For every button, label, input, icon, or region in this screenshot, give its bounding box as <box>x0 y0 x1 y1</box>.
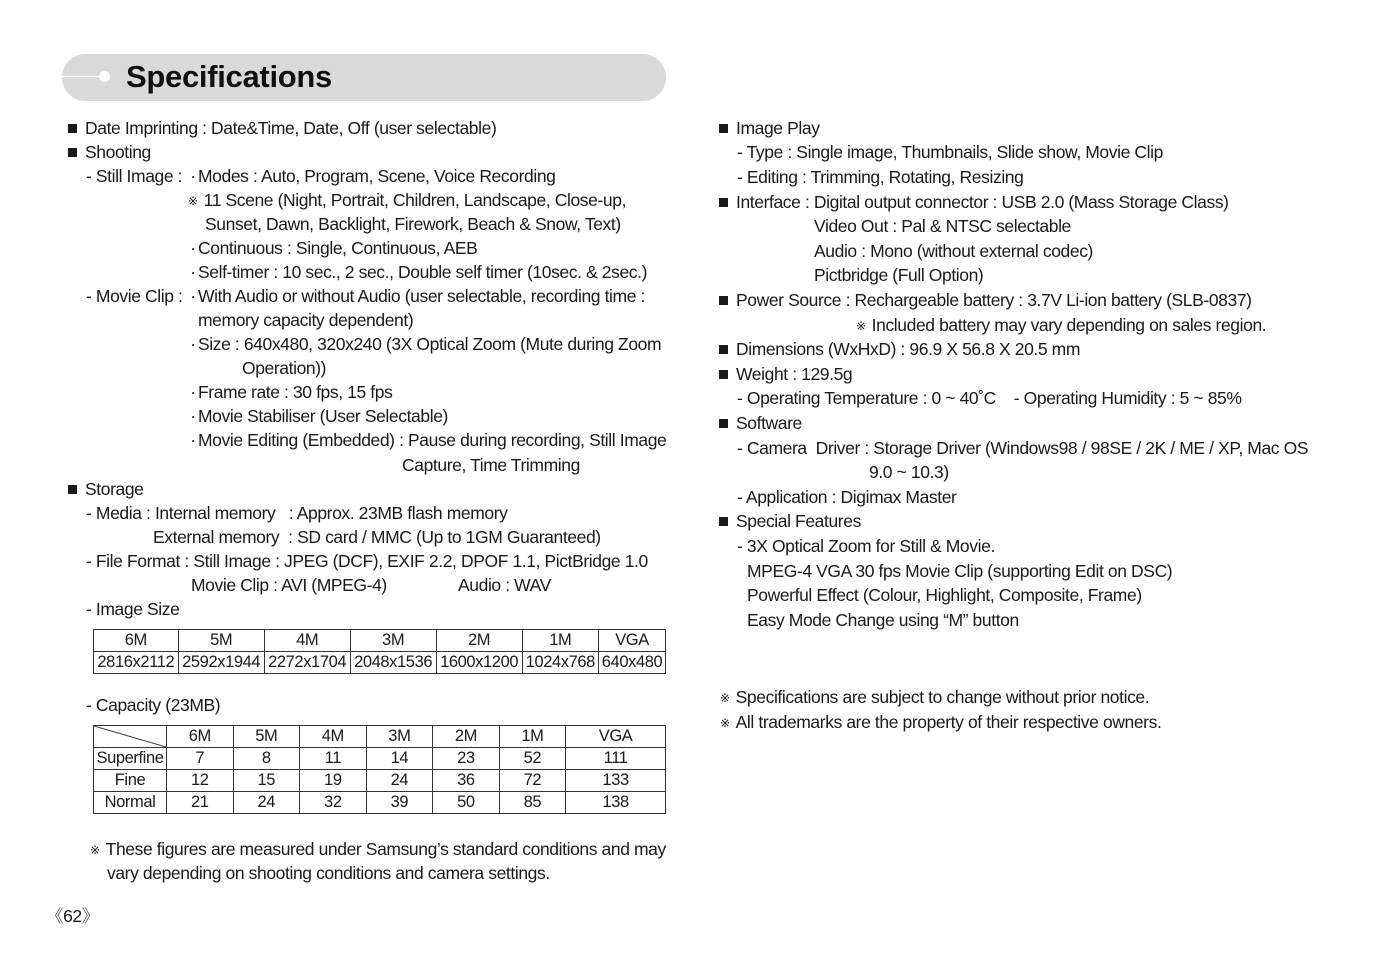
spec-dimensions: Dimensions (WxHxD) : 96.9 X 56.8 X 20.5 mm <box>719 337 1080 361</box>
spec-shooting-heading: Shooting <box>68 140 151 164</box>
table-corner-cell <box>94 726 167 748</box>
table-row <box>94 770 666 792</box>
reference-mark-icon: ※ <box>856 319 866 333</box>
movie-audio: · With Audio or without Audio (user selectable, recording time : <box>188 284 645 308</box>
table-cell: 50 <box>433 792 500 814</box>
table-cell: 7 <box>167 748 234 770</box>
movie-size: · Size : 640x480, 320x240 (3X Optical Zoom (Mute during Zoom <box>188 332 661 356</box>
storage-media-external: External memory : SD card / MMC (Up to 1GM Guaranteed) <box>153 527 601 547</box>
dot-bullet-icon: · <box>190 406 196 426</box>
dot-bullet-icon: · <box>190 286 196 306</box>
table-cell: 72 <box>499 770 566 792</box>
table-cell: 36 <box>433 770 500 792</box>
movie-frame-rate: · Frame rate : 30 fps, 15 fps <box>188 380 392 404</box>
spec-software: Software <box>719 411 802 435</box>
software-driver-cont: 9.0 ~ 10.3) <box>869 462 949 482</box>
table-cell: 2816x2112 <box>94 652 179 674</box>
measurement-note: ※ These figures are measured under Samsung’s standard conditions and may <box>90 837 666 862</box>
table-cell: 640x480 <box>599 652 666 674</box>
table-row <box>94 630 666 652</box>
table-header-cell: VGA <box>566 726 666 748</box>
table-cell: 24 <box>366 770 433 792</box>
table-cell: 2272x1704 <box>264 652 350 674</box>
table-row <box>94 748 666 770</box>
table-cell: 14 <box>366 748 433 770</box>
table-cell: 19 <box>300 770 367 792</box>
dot-bullet-icon: · <box>190 382 196 402</box>
image-play-editing: - Editing : Trimming, Rotating, Resizing <box>737 167 1024 187</box>
capacity-label: - Capacity (23MB) <box>86 695 221 715</box>
title-decor-line <box>62 76 102 77</box>
table-row-label: Superfine <box>94 748 167 770</box>
table-cell: 12 <box>167 770 234 792</box>
square-bullet-icon <box>719 345 728 354</box>
table-header-cell: 3M <box>366 726 433 748</box>
movie-audio-cont: memory capacity dependent) <box>198 310 414 330</box>
table-row <box>94 792 666 814</box>
table-cell: 52 <box>499 748 566 770</box>
feature-item: Powerful Effect (Colour, Highlight, Composite, Frame) <box>747 585 1142 605</box>
image-play-type: - Type : Single image, Thumbnails, Slide show, Movie Clip <box>737 142 1163 162</box>
table-header-cell: 3M <box>350 630 436 652</box>
table-header-cell: 6M <box>167 726 234 748</box>
table-row-label: Normal <box>94 792 167 814</box>
notice-trademarks: ※ All trademarks are the property of their respective owners. <box>720 710 1161 735</box>
table-row-label: Fine <box>94 770 167 792</box>
table-cell: 32 <box>300 792 367 814</box>
square-bullet-icon <box>68 485 77 494</box>
square-bullet-icon <box>719 296 728 305</box>
feature-item: MPEG-4 VGA 30 fps Movie Clip (supporting Edit on DSC) <box>747 561 1173 581</box>
reference-mark-icon: ※ <box>720 716 730 730</box>
spec-interface: Interface : Digital output connector : USB 2.0 (Mass Storage Class) <box>719 190 1229 214</box>
storage-audio-format: Audio : WAV <box>458 575 551 595</box>
still-self-timer: · Self-timer : 10 sec., 2 sec., Double self timer (10sec. & 2sec.) <box>188 260 647 284</box>
table-cell: 133 <box>566 770 666 792</box>
table-header-cell: 2M <box>433 726 500 748</box>
table-cell: 85 <box>499 792 566 814</box>
square-bullet-icon <box>68 148 77 157</box>
square-bullet-icon <box>719 124 728 133</box>
dot-bullet-icon: · <box>190 238 196 258</box>
movie-editing-cont: Capture, Time Trimming <box>402 455 580 475</box>
table-header-cell: 4M <box>300 726 367 748</box>
still-modes: · Modes : Auto, Program, Scene, Voice Recording <box>188 164 555 188</box>
spec-weight: Weight : 129.5g <box>719 362 852 386</box>
software-driver: - Camera Driver : Storage Driver (Windows98 / 98SE / 2K / ME / XP, Mac OS <box>737 438 1309 458</box>
power-note: ※ Included battery may vary depending on sales region. <box>856 313 1266 338</box>
title-decor-dot <box>99 71 110 82</box>
still-continuous: · Continuous : Single, Continuous, AEB <box>188 236 477 260</box>
spec-special-features: Special Features <box>719 509 861 533</box>
square-bullet-icon <box>719 198 728 207</box>
dot-bullet-icon: · <box>190 430 196 450</box>
dot-bullet-icon: · <box>190 262 196 282</box>
square-bullet-icon <box>719 419 728 428</box>
still-image-label: - Still Image : <box>86 166 183 186</box>
table-header-cell: 1M <box>499 726 566 748</box>
table-cell: 111 <box>566 748 666 770</box>
movie-stabiliser: · Movie Stabiliser (User Selectable) <box>188 404 448 428</box>
page-number: 《62》 <box>46 906 99 926</box>
measurement-note-cont: vary depending on shooting conditions and camera settings. <box>107 863 550 883</box>
operating-conditions: - Operating Temperature : 0 ~ 40˚C - Operating Humidity : 5 ~ 85% <box>737 388 1242 408</box>
table-cell: 1024x768 <box>522 652 598 674</box>
table-header-cell: VGA <box>599 630 666 652</box>
table-cell: 21 <box>167 792 234 814</box>
reference-mark-icon: ※ <box>720 691 730 705</box>
square-bullet-icon <box>719 370 728 379</box>
dot-bullet-icon: · <box>190 166 196 186</box>
image-size-label: - Image Size <box>86 599 180 619</box>
scene-note-cont: Sunset, Dawn, Backlight, Firework, Beach & Snow, Text) <box>205 214 621 234</box>
spec-storage-heading: Storage <box>68 477 144 501</box>
table-cell: 2048x1536 <box>350 652 436 674</box>
storage-movie-format: Movie Clip : AVI (MPEG-4) <box>191 575 387 595</box>
table-cell: 8 <box>233 748 300 770</box>
square-bullet-icon <box>68 124 77 133</box>
table-cell: 138 <box>566 792 666 814</box>
table-cell: 23 <box>433 748 500 770</box>
scene-note: ※ 11 Scene (Night, Portrait, Children, Landscape, Close-up, <box>188 188 626 213</box>
storage-file-format: - File Format : Still Image : JPEG (DCF), EXIF 2.2, DPOF 1.1, PictBridge 1.0 <box>86 551 648 571</box>
interface-video-out: Video Out : Pal & NTSC selectable <box>814 216 1071 236</box>
table-header-cell: 1M <box>522 630 598 652</box>
spec-power-source: Power Source : Rechargeable battery : 3.7V Li-ion battery (SLB-0837) <box>719 288 1252 312</box>
table-cell: 2592x1944 <box>178 652 264 674</box>
interface-audio: Audio : Mono (without external codec) <box>814 241 1093 261</box>
table-cell: 15 <box>233 770 300 792</box>
movie-editing: · Movie Editing (Embedded) : Pause during recording, Still Image <box>188 428 666 452</box>
spec-image-play: Image Play <box>719 116 820 140</box>
table-header-cell: 6M <box>94 630 179 652</box>
reference-mark-icon: ※ <box>188 194 198 208</box>
table-header-cell: 2M <box>436 630 522 652</box>
movie-size-cont: Operation)) <box>242 358 327 378</box>
reference-mark-icon: ※ <box>90 843 100 857</box>
storage-media: - Media : Internal memory : Approx. 23MB flash memory <box>86 503 508 523</box>
interface-pictbridge: Pictbridge (Full Option) <box>814 265 984 285</box>
table-header-cell: 5M <box>178 630 264 652</box>
table-cell: 39 <box>366 792 433 814</box>
table-header-cell: 4M <box>264 630 350 652</box>
table-cell: 1600x1200 <box>436 652 522 674</box>
spec-date-imprinting: Date Imprinting : Date&Time, Date, Off (user selectable) <box>68 116 496 140</box>
table-row <box>94 652 666 674</box>
diagonal-line-icon <box>94 726 166 747</box>
table-cell: 11 <box>300 748 367 770</box>
notice-change: ※ Specifications are subject to change without prior notice. <box>720 685 1149 710</box>
table-header-cell: 5M <box>233 726 300 748</box>
software-application: - Application : Digimax Master <box>737 487 957 507</box>
movie-clip-label: - Movie Clip : <box>86 286 183 306</box>
table-row <box>94 726 666 748</box>
square-bullet-icon <box>719 517 728 526</box>
capacity-table <box>93 725 666 814</box>
dot-bullet-icon: · <box>190 334 196 354</box>
image-size-table <box>93 629 666 674</box>
feature-item: Easy Mode Change using “M” button <box>747 610 1019 630</box>
table-cell: 24 <box>233 792 300 814</box>
feature-item: - 3X Optical Zoom for Still & Movie. <box>737 536 995 556</box>
page-title: Specifications <box>126 59 332 94</box>
